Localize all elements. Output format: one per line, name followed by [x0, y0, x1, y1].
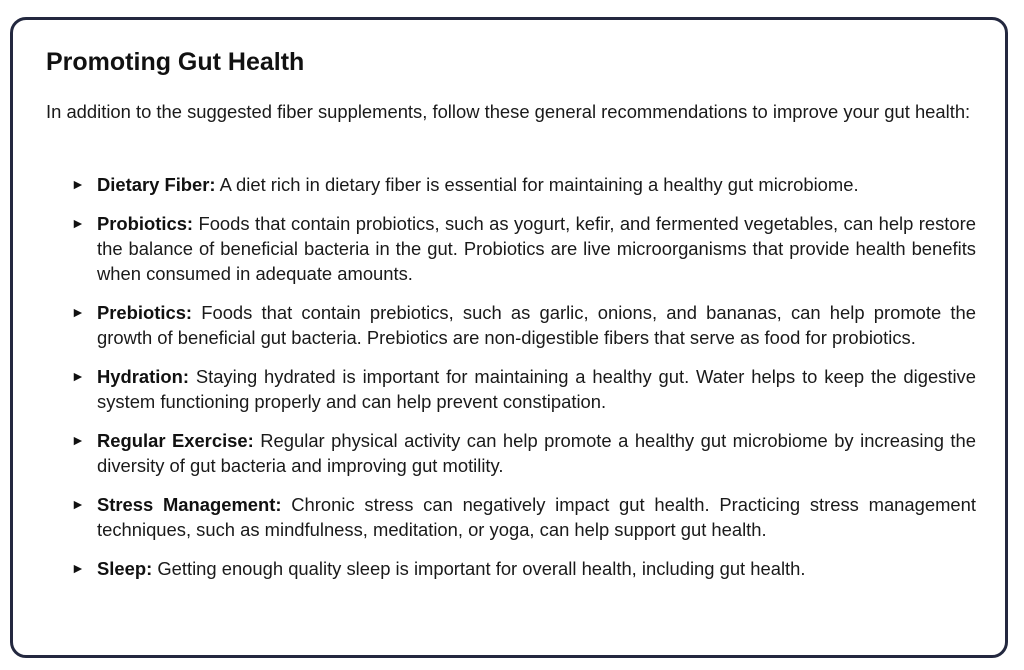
item-term: Sleep: — [97, 558, 153, 579]
bullet-arrow-icon: ► — [71, 496, 85, 512]
item-text: A diet rich in dietary fiber is essential for maintaining a healthy gut microbiome. — [219, 174, 859, 195]
list-item-prebiotics — [71, 300, 976, 350]
bullet-arrow-icon: ► — [71, 304, 85, 320]
item-text: Regular physical activity can help promote a healthy gut microbiome by increasing the diversity of gut bacteria and improving gut motility. — [97, 430, 976, 476]
page-title: Promoting Gut Health — [46, 48, 305, 76]
item-text: Getting enough quality sleep is important for overall health, including gut health. — [157, 558, 806, 579]
bullet-arrow-icon: ► — [71, 432, 85, 448]
bullet-arrow-icon: ► — [71, 215, 85, 231]
recommendations-list — [71, 172, 976, 595]
item-term: Dietary Fiber: — [97, 174, 216, 195]
item-term: Regular Exercise: — [97, 430, 254, 451]
item-text: Foods that contain prebiotics, such as garlic, onions, and bananas, can help promote the growth of beneficial gut bacteria. Prebiotics are non-digestible fibers that serve as food for probiotics. — [97, 302, 976, 348]
item-text: Staying hydrated is important for maintaining a healthy gut. Water helps to keep the digestive system functioning properly and can help prevent constipation. — [97, 366, 976, 412]
bullet-arrow-icon: ► — [71, 560, 85, 576]
item-term: Probiotics: — [97, 213, 194, 234]
list-item-hydration — [71, 364, 976, 414]
bullet-arrow-icon: ► — [71, 368, 85, 384]
list-item-sleep — [71, 556, 976, 581]
intro-paragraph: In addition to the suggested fiber supplements, follow these general recommendations to improve your gut health: — [46, 101, 971, 122]
list-item-dietary-fiber — [71, 172, 976, 197]
item-term: Prebiotics: — [97, 302, 193, 323]
bullet-arrow-icon: ► — [71, 176, 85, 192]
item-term: Stress Management: — [97, 494, 282, 515]
item-text: Chronic stress can negatively impact gut health. Practicing stress management techniques, such as mindfulness, meditation, or yoga, can help support gut health. — [97, 494, 976, 540]
gut-health-card — [10, 17, 1008, 658]
item-term: Hydration: — [97, 366, 189, 387]
list-item-stress-management — [71, 492, 976, 542]
list-item-regular-exercise — [71, 428, 976, 478]
list-item-probiotics — [71, 211, 976, 286]
item-text: Foods that contain probiotics, such as yogurt, kefir, and fermented vegetables, can help restore the balance of beneficial bacteria in the gut. Probiotics are live microorganisms that provide health benefits when consumed in adequate amounts. — [97, 213, 976, 284]
